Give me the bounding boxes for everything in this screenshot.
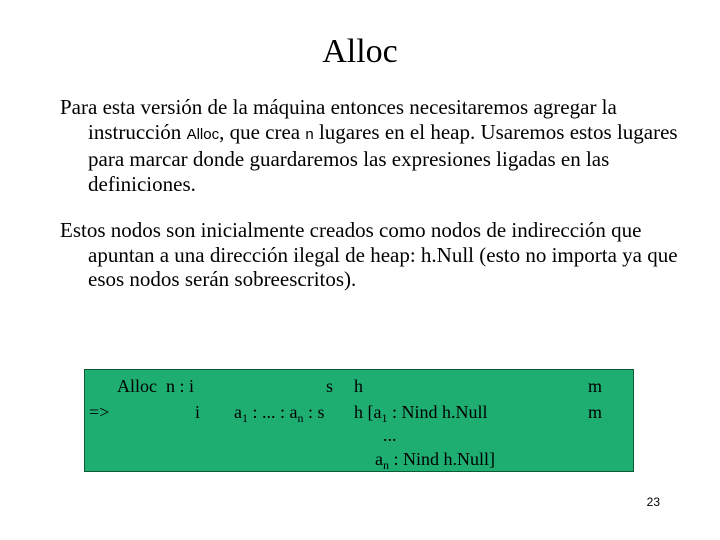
code-n: n [305, 125, 314, 143]
paragraph-text: Para esta versión de la máquina entonces necesitaremos agregar la instrucción [60, 95, 617, 144]
rule-arrow: => [89, 402, 110, 422]
rule-heap-after: h [$a_1$ : Nind h.Null [354, 402, 488, 425]
page-number: 23 [646, 495, 660, 509]
rule-heap-last: $a_n$ : Nind h.Null] [375, 449, 495, 472]
rule-map-before: m [588, 376, 603, 396]
paragraph-alloc-intro [60, 95, 708, 196]
slide-title: Alloc [322, 33, 398, 70]
rule-heap-before: h [354, 376, 363, 396]
paragraph-nodes: Estos nodos son inicialmente creados como nodos de indirección que apuntan a una dirección ilegal de heap: h.Null (esto no importa ya que esos nodos serán sobreescritos). [60, 218, 678, 291]
code-alloc: Alloc [186, 125, 220, 143]
rule-stack-after: $a_1$ : ... : $a_n$ : s [234, 402, 325, 425]
rule-heap-ellipsis: ... [383, 425, 397, 445]
rule-code-after: i [195, 402, 201, 422]
transition-rule-box [84, 369, 634, 472]
rule-code-before: Alloc n : i [117, 376, 194, 396]
rule-stack-before: s [326, 376, 334, 396]
rule-map-after: m [588, 402, 603, 422]
paragraph-text: , que crea [219, 119, 306, 144]
paragraph-text: lugares en el heap. Usaremos estos lugares para marcar donde guardaremos las expresiones ligadas en las definiciones. [88, 119, 678, 196]
